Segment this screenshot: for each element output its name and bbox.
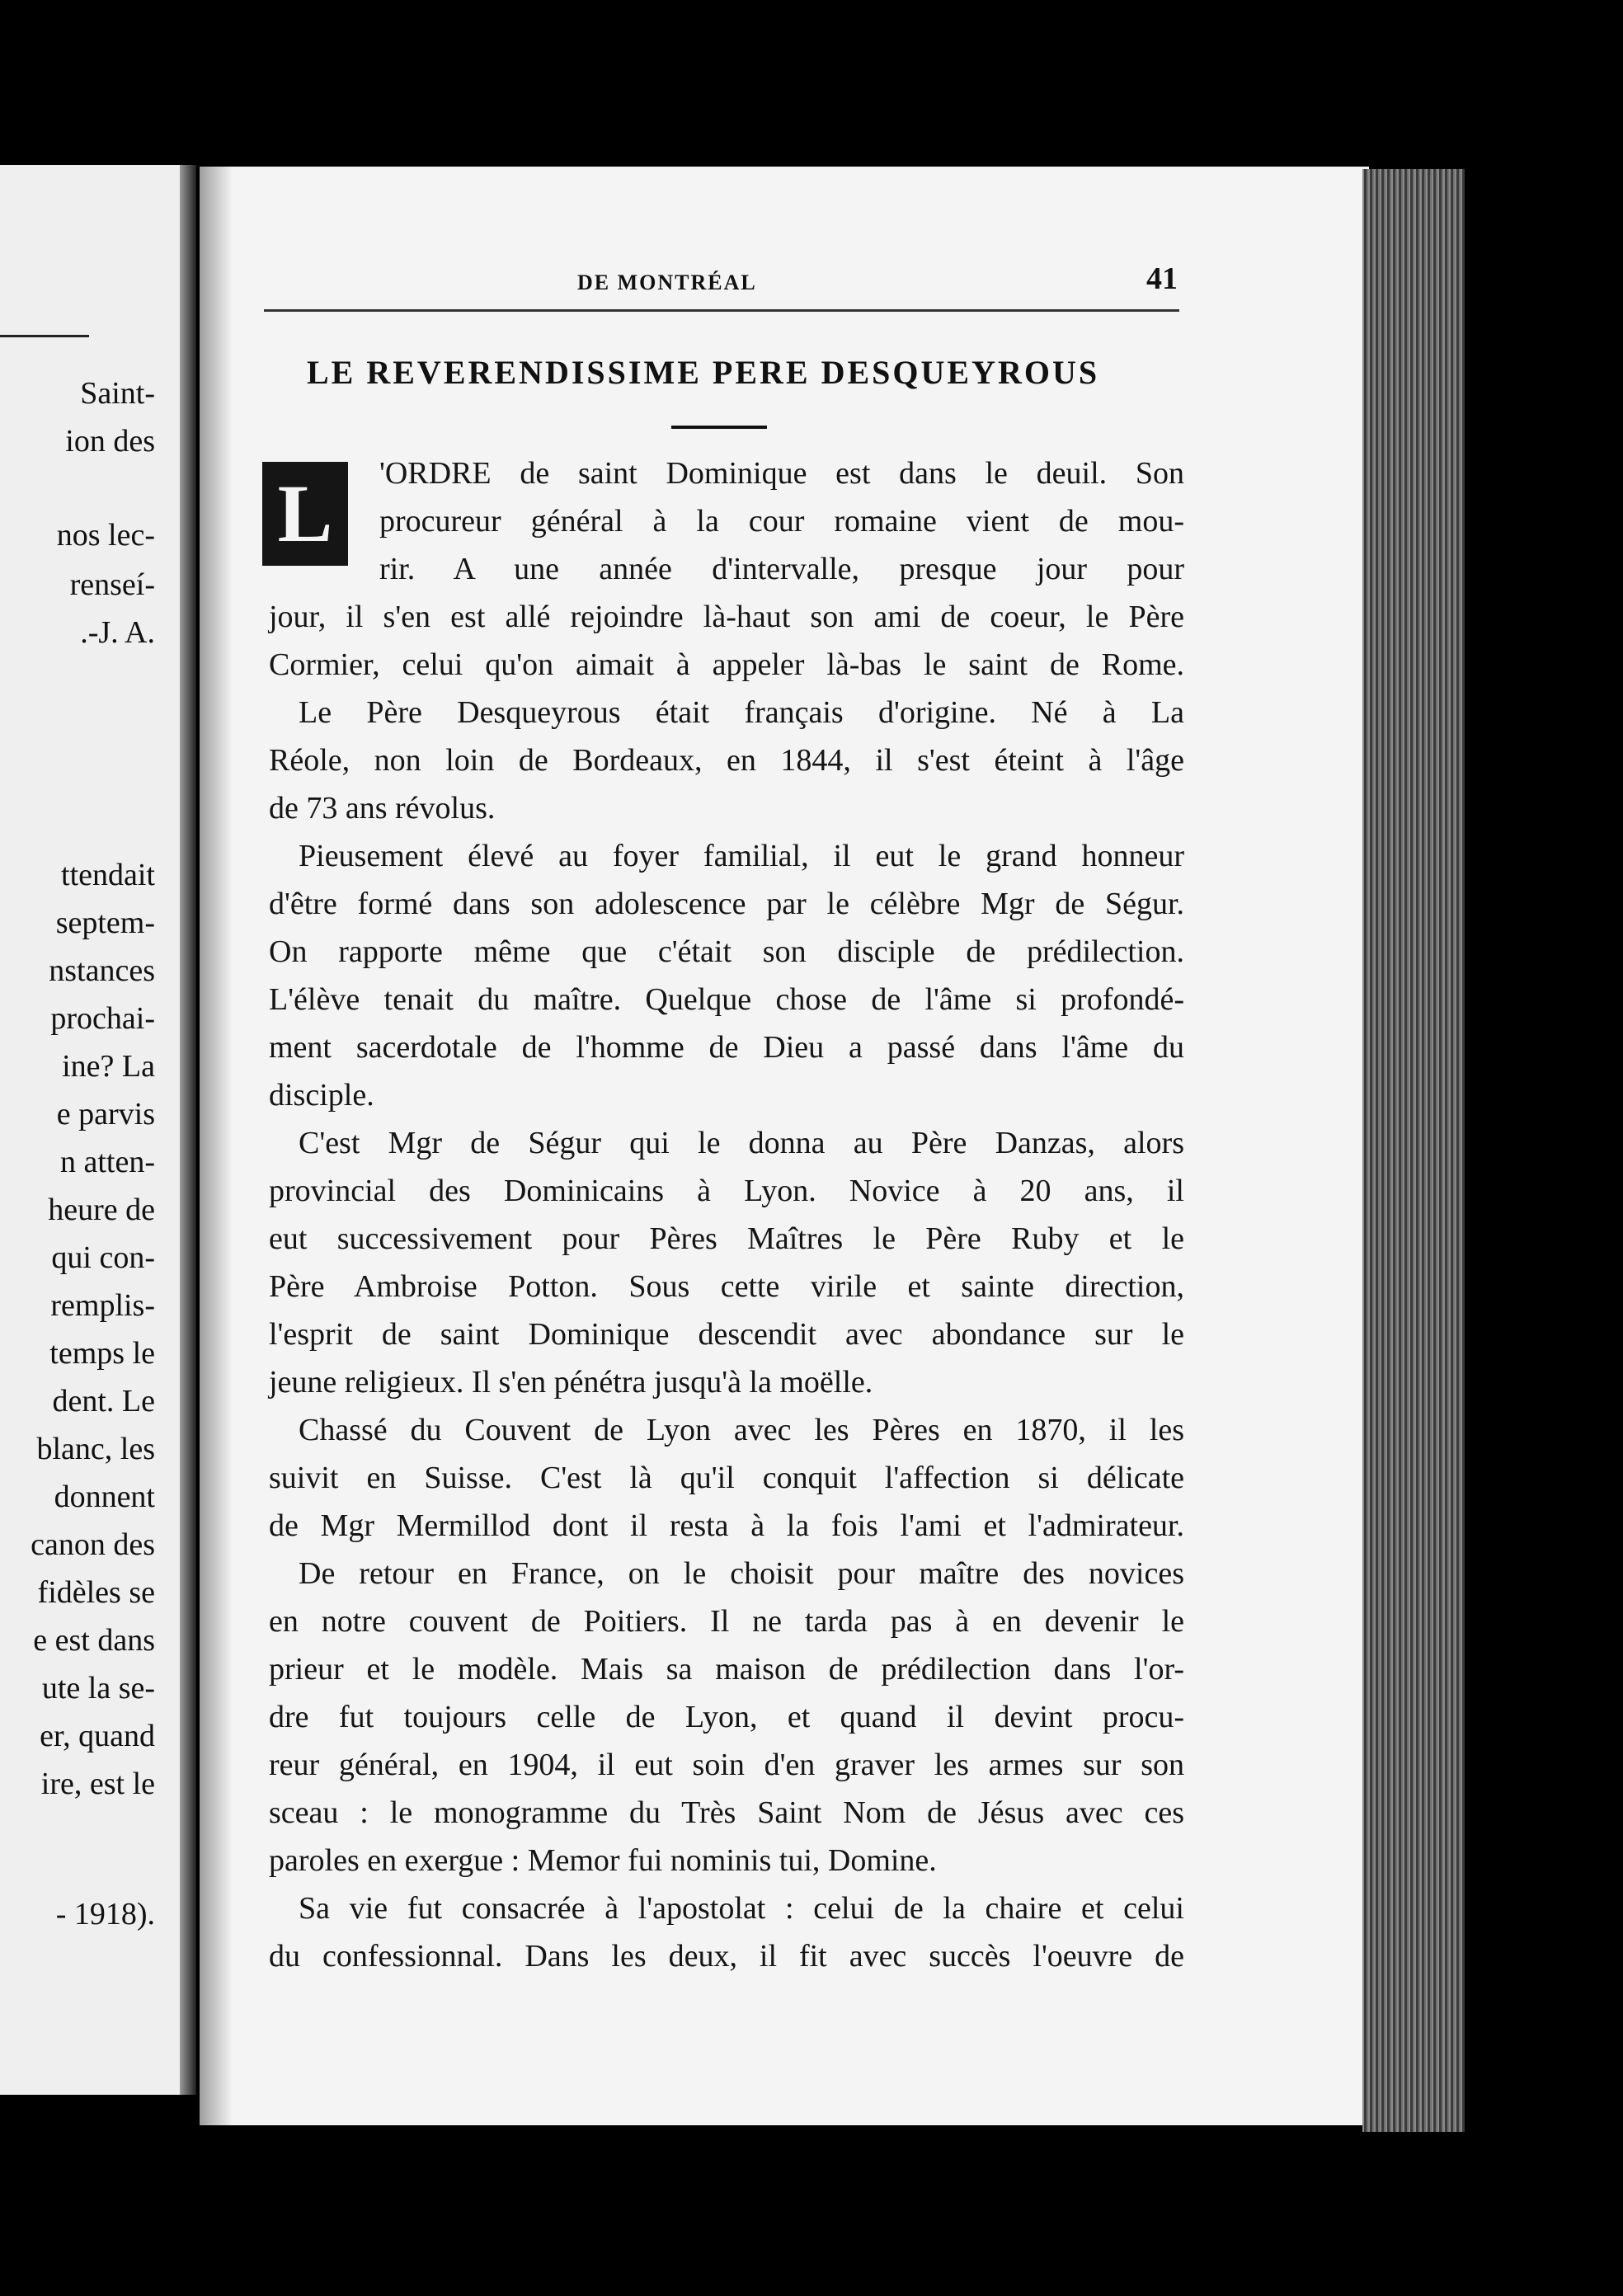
body-line: de 73 ans révolus.: [269, 791, 496, 826]
left-line: .-J. A.: [80, 615, 155, 650]
body-line: jeune religieux. Il s'en pénétra jusqu'à la moëlle.: [269, 1365, 873, 1400]
left-line: fidèles se: [37, 1575, 155, 1610]
body-line: sceau : le monogramme du Très Saint Nom de Jésus avec ces: [269, 1795, 1184, 1830]
body-line: jour, il s'en est allé rejoindre là-haut son ami de coeur, le Père: [269, 600, 1184, 634]
left-line: temps le: [49, 1336, 155, 1371]
body-line: On rapporte même que c'était son disciple de prédilection.: [269, 934, 1184, 969]
article-title: LE REVERENDISSIME PERE DESQUEYROUS: [307, 354, 1100, 391]
left-line: nstances: [49, 953, 155, 988]
body-line: prieur et le modèle. Mais sa maison de prédilection dans l'or-: [269, 1652, 1184, 1687]
left-page-rule: [0, 335, 89, 337]
body-line: l'esprit de saint Dominique descendit avec abondance sur le: [269, 1317, 1184, 1352]
body-line: en notre couvent de Poitiers. Il ne tarda pas à en devenir le: [269, 1604, 1184, 1639]
body-line: Père Ambroise Potton. Sous cette virile et sainte direction,: [269, 1269, 1184, 1304]
left-line: donnent: [54, 1480, 155, 1514]
drop-cap-initial: L: [262, 462, 348, 566]
left-line: n atten-: [59, 1145, 155, 1179]
body-line: paroles en exergue : Memor fui nominis tui, Domine.: [269, 1843, 937, 1878]
left-line: heure de: [48, 1193, 155, 1227]
body-line: du confessionnal. Dans les deux, il fit avec succès l'oeuvre de: [269, 1939, 1184, 1974]
left-line: nos lec-: [56, 518, 155, 553]
spine-shadow: [200, 167, 233, 2125]
left-line: qui con-: [51, 1240, 155, 1275]
left-line: ion des: [65, 424, 155, 459]
page-number: 41: [1146, 261, 1178, 296]
body-line: L'élève tenait du maître. Quelque chose de l'âme si profondé-: [269, 982, 1184, 1017]
left-line: prochai-: [50, 1001, 155, 1036]
left-page: [0, 165, 180, 2095]
body-line: Sa vie fut consacrée à l'apostolat : celui de la chaire et celui: [299, 1891, 1184, 1926]
body-line: ment sacerdotale de l'homme de Dieu a passé dans l'âme du: [269, 1030, 1184, 1065]
left-line: ine? La: [62, 1049, 155, 1084]
body-line: dre fut toujours celle de Lyon, et quand il devint procu-: [269, 1700, 1184, 1734]
body-line: disciple.: [269, 1078, 374, 1113]
left-line: remplis-: [50, 1288, 155, 1323]
left-line: ute la se-: [41, 1671, 155, 1706]
left-line: ire, est le: [40, 1767, 155, 1801]
left-line: septem-: [55, 906, 155, 940]
body-line: Le Père Desqueyrous était français d'origine. Né à La: [299, 695, 1184, 730]
body-line: eut successivement pour Pères Maîtres le Père Ruby et le: [269, 1221, 1184, 1256]
body-line: De retour en France, on le choisit pour maître des novices: [299, 1556, 1184, 1591]
body-line: procureur général à la cour romaine vient de mou-: [379, 504, 1184, 539]
body-line: 'ORDRE de saint Dominique est dans le deuil. Son: [379, 456, 1184, 491]
page-edges: [1362, 169, 1465, 2132]
body-line: provincial des Dominicains à Lyon. Novice à 20 ans, il: [269, 1174, 1184, 1208]
running-head: DE MONTRÉAL: [577, 271, 757, 294]
body-line: de Mgr Mermillod dont il resta à la fois l'ami et l'admirateur.: [269, 1508, 1184, 1543]
body-line: Pieusement élevé au foyer familial, il eut le grand honneur: [299, 839, 1184, 873]
title-rule: [671, 426, 767, 429]
left-line: e est dans: [33, 1623, 155, 1658]
body-line: reur général, en 1904, il eut soin d'en graver les armes sur son: [269, 1748, 1184, 1782]
body-line: Réole, non loin de Bordeaux, en 1844, il s'est éteint à l'âge: [269, 743, 1184, 778]
left-line: er, quand: [40, 1719, 155, 1753]
body-line: suivit en Suisse. C'est là qu'il conquit l'affection si délicate: [269, 1461, 1184, 1495]
left-line: dent. Le: [52, 1384, 155, 1419]
body-line: Cormier, celui qu'on aimait à appeler là-bas le saint de Rome.: [269, 647, 1184, 682]
left-line: - 1918).: [55, 1897, 155, 1931]
left-line: Saint-: [80, 376, 155, 411]
left-line: renseí-: [69, 567, 155, 602]
body-line: d'être formé dans son adolescence par le célèbre Mgr de Ségur.: [269, 887, 1184, 921]
left-line: canon des: [31, 1527, 155, 1562]
book-gutter: [180, 165, 196, 2095]
header-rule: [264, 309, 1179, 312]
body-line: rir. A une année d'intervalle, presque jour pour: [379, 552, 1184, 586]
left-line: blanc, les: [36, 1432, 155, 1466]
left-line: ttendait: [61, 858, 155, 892]
body-line: Chassé du Couvent de Lyon avec les Pères en 1870, il les: [299, 1413, 1184, 1447]
body-line: C'est Mgr de Ségur qui le donna au Père Danzas, alors: [299, 1126, 1184, 1160]
left-line: e parvis: [56, 1097, 155, 1132]
